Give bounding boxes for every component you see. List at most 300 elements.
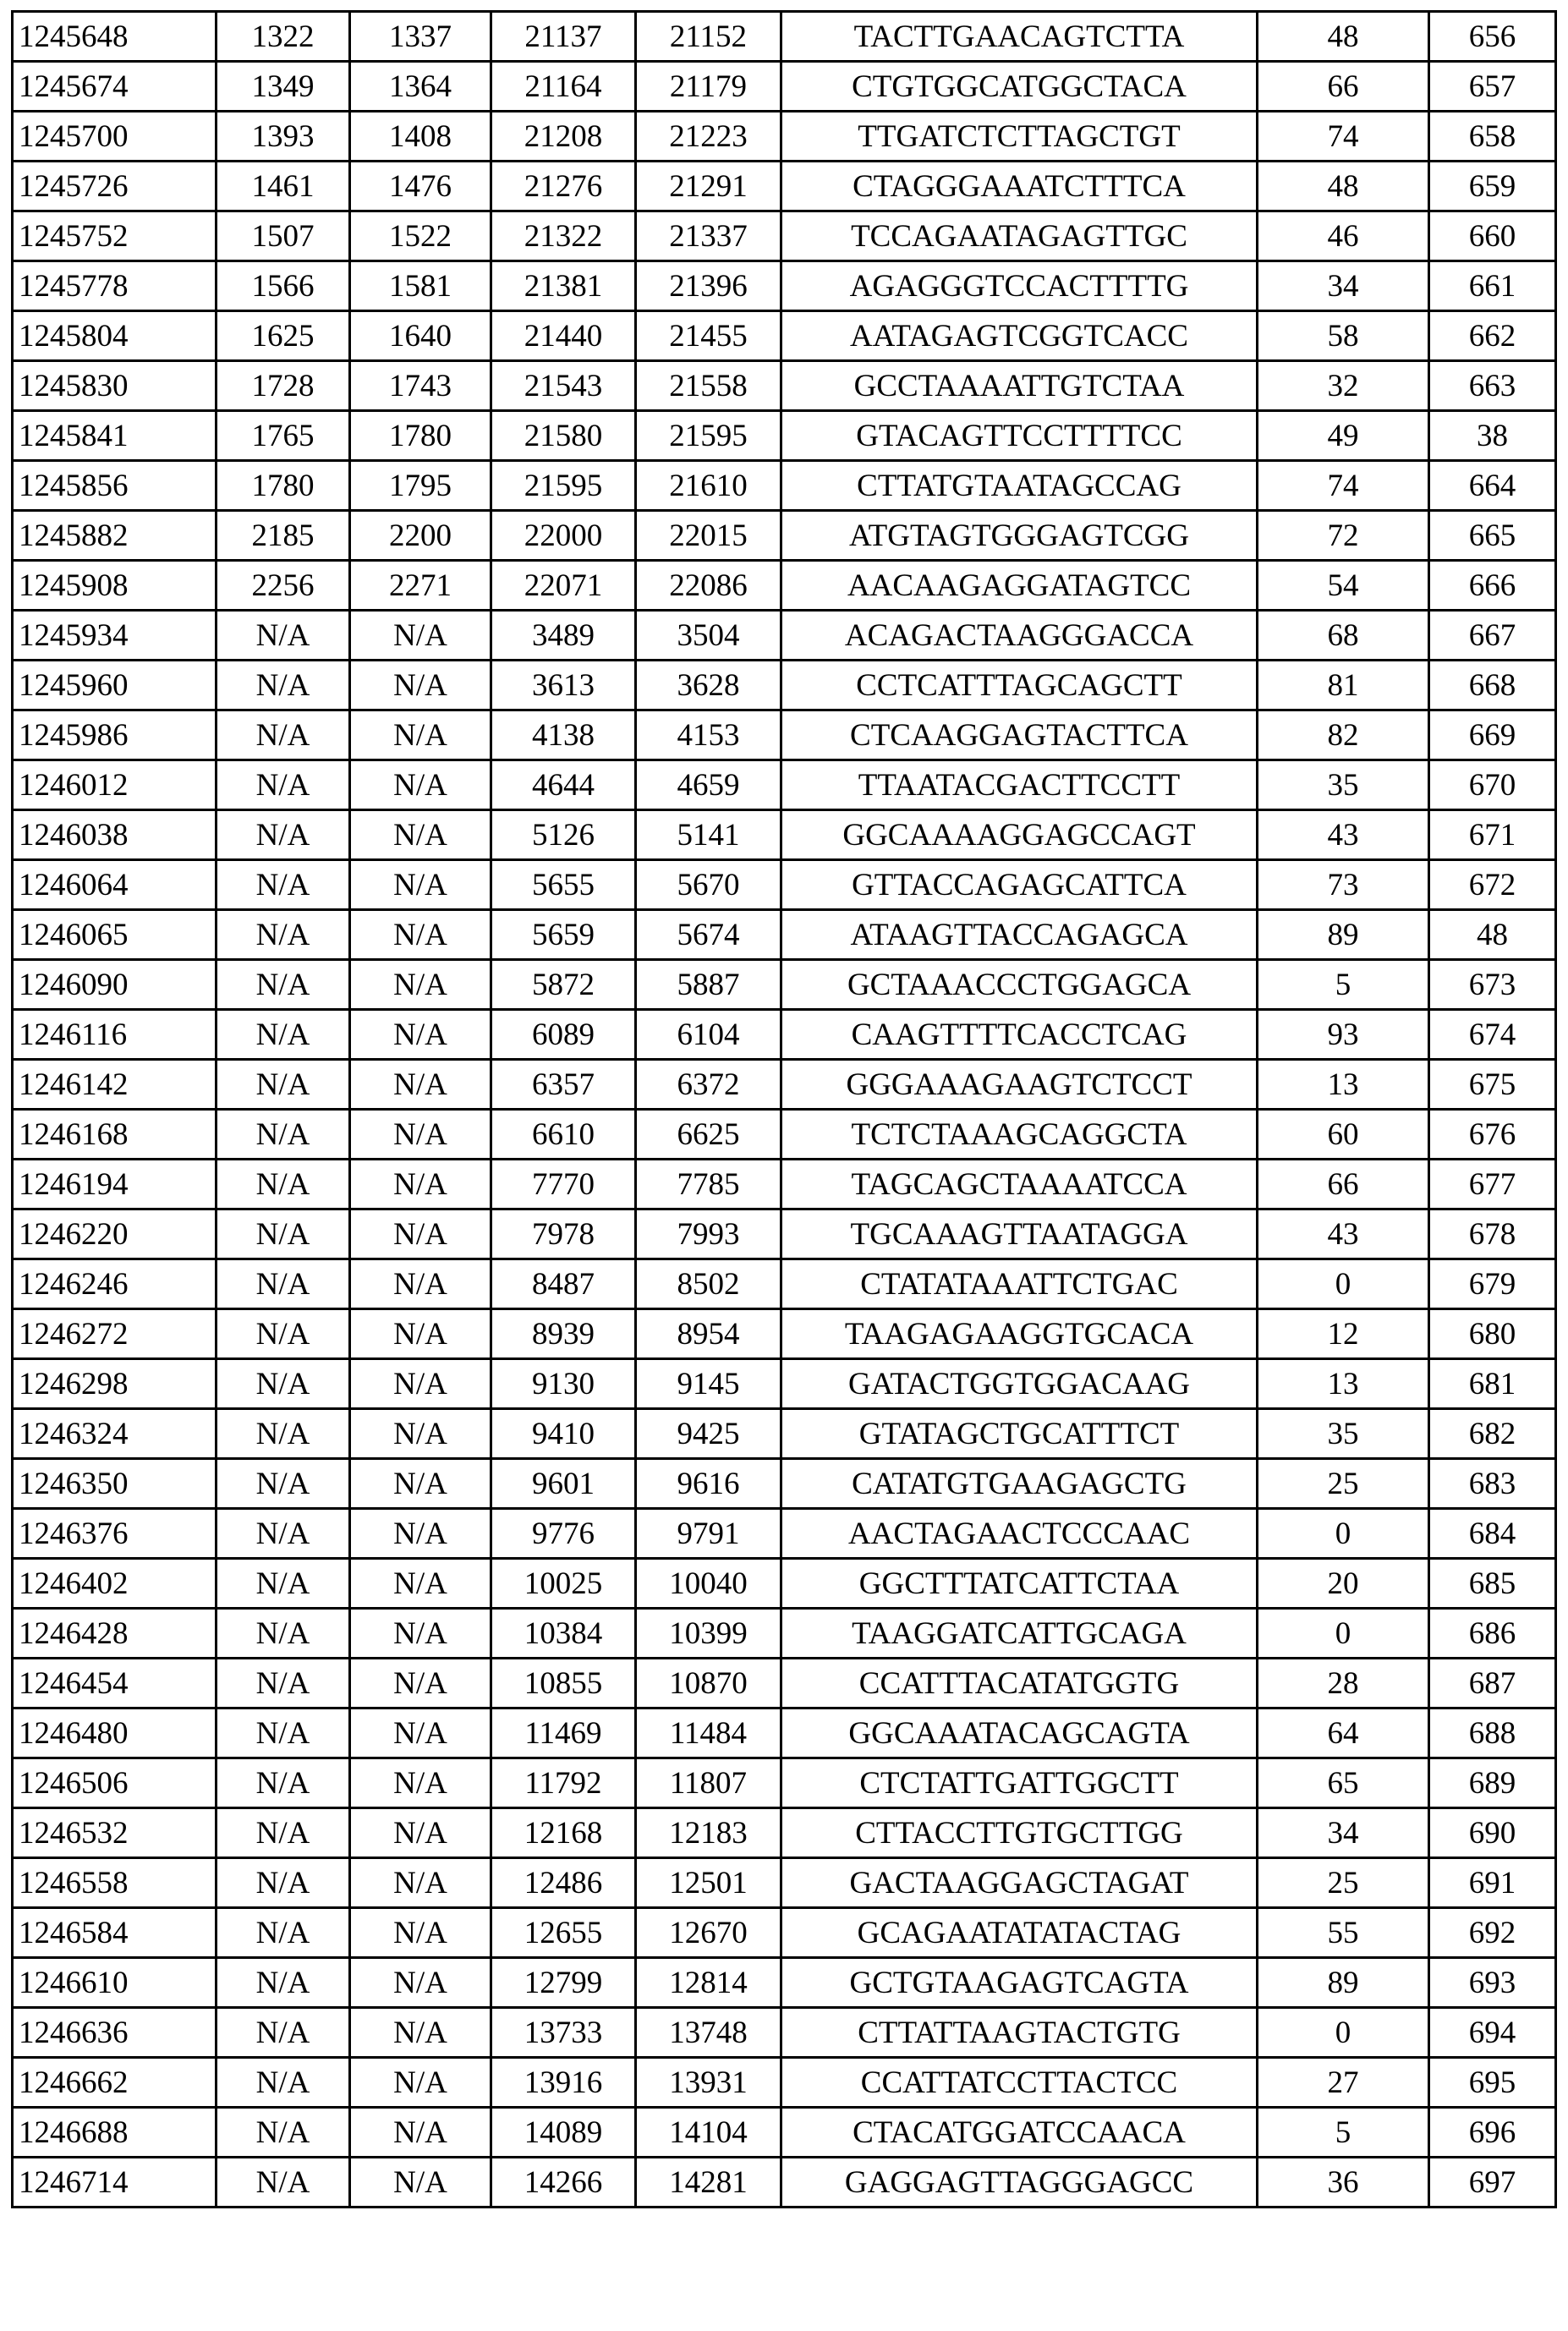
percent-value-cell: 32 <box>1258 361 1429 411</box>
table-row <box>13 1509 1556 1559</box>
sequence-cell: GCTAAACCCTGGAGCA <box>781 960 1258 1010</box>
stop-site-2-cell: 6372 <box>636 1060 781 1110</box>
percent-value-cell: 5 <box>1258 960 1429 1010</box>
seq-id-cell: 668 <box>1429 661 1556 710</box>
percent-value-cell: 46 <box>1258 211 1429 261</box>
start-site-1-cell: 1728 <box>217 361 350 411</box>
start-site-2-cell: 21322 <box>491 211 636 261</box>
start-site-2-cell: 21208 <box>491 112 636 162</box>
stop-site-1-cell: N/A <box>350 1160 491 1209</box>
sequence-cell: AACTAGAACTCCCAAC <box>781 1509 1258 1559</box>
seq-id-cell: 664 <box>1429 461 1556 511</box>
start-site-2-cell: 14089 <box>491 2108 636 2158</box>
start-site-1-cell: N/A <box>217 2008 350 2058</box>
sequence-cell: GCTGTAAGAGTCAGTA <box>781 1958 1258 2008</box>
percent-value-cell: 49 <box>1258 411 1429 461</box>
stop-site-2-cell: 6104 <box>636 1010 781 1060</box>
stop-site-2-cell: 9425 <box>636 1409 781 1459</box>
percent-value-cell: 13 <box>1258 1359 1429 1409</box>
table-row <box>13 1209 1556 1259</box>
stop-site-1-cell: N/A <box>350 1359 491 1409</box>
start-site-2-cell: 21164 <box>491 62 636 112</box>
sequence-cell: TAAGAGAAGGTGCACA <box>781 1309 1258 1359</box>
start-site-2-cell: 21440 <box>491 311 636 361</box>
seq-id-cell: 660 <box>1429 211 1556 261</box>
start-site-2-cell: 4138 <box>491 710 636 760</box>
stop-site-1-cell: 1743 <box>350 361 491 411</box>
table-row <box>13 12 1556 62</box>
seq-id-cell: 656 <box>1429 12 1556 62</box>
start-site-2-cell: 22000 <box>491 511 636 561</box>
start-site-2-cell: 6610 <box>491 1110 636 1160</box>
table-row <box>13 1459 1556 1509</box>
sequence-cell: TCCAGAATAGAGTTGC <box>781 211 1258 261</box>
compound-id-cell: 1245830 <box>13 361 217 411</box>
seq-id-cell: 694 <box>1429 2008 1556 2058</box>
table-row <box>13 1808 1556 1858</box>
stop-site-2-cell: 21558 <box>636 361 781 411</box>
table-row <box>13 1908 1556 1958</box>
sequence-cell: CTTATGTAATAGCCAG <box>781 461 1258 511</box>
stop-site-1-cell: N/A <box>350 1858 491 1908</box>
sequence-cell: CTTATTAAGTACTGTG <box>781 2008 1258 2058</box>
stop-site-2-cell: 11807 <box>636 1758 781 1808</box>
table-row <box>13 611 1556 661</box>
stop-site-1-cell: 1581 <box>350 261 491 311</box>
start-site-1-cell: N/A <box>217 2108 350 2158</box>
percent-value-cell: 66 <box>1258 1160 1429 1209</box>
stop-site-2-cell: 6625 <box>636 1110 781 1160</box>
start-site-1-cell: 1625 <box>217 311 350 361</box>
compound-id-cell: 1245841 <box>13 411 217 461</box>
table-row <box>13 112 1556 162</box>
compound-id-cell: 1246558 <box>13 1858 217 1908</box>
stop-site-2-cell: 21610 <box>636 461 781 511</box>
stop-site-1-cell: N/A <box>350 1958 491 2008</box>
start-site-2-cell: 5659 <box>491 910 636 960</box>
stop-site-2-cell: 21595 <box>636 411 781 461</box>
table-row <box>13 1110 1556 1160</box>
percent-value-cell: 27 <box>1258 2058 1429 2108</box>
compound-id-cell: 1245648 <box>13 12 217 62</box>
sequence-cell: GGCAAATACAGCAGTA <box>781 1708 1258 1758</box>
stop-site-1-cell: N/A <box>350 1209 491 1259</box>
percent-value-cell: 5 <box>1258 2108 1429 2158</box>
compound-id-cell: 1246272 <box>13 1309 217 1359</box>
stop-site-2-cell: 5670 <box>636 860 781 910</box>
compound-id-cell: 1246064 <box>13 860 217 910</box>
stop-site-1-cell: 1337 <box>350 12 491 62</box>
table-row <box>13 1958 1556 2008</box>
compound-id-cell: 1245752 <box>13 211 217 261</box>
table-row <box>13 910 1556 960</box>
compound-id-cell: 1246506 <box>13 1758 217 1808</box>
compound-id-cell: 1246376 <box>13 1509 217 1559</box>
sequence-cell: ATAAGTTACCAGAGCA <box>781 910 1258 960</box>
stop-site-2-cell: 14104 <box>636 2108 781 2158</box>
percent-value-cell: 74 <box>1258 461 1429 511</box>
start-site-2-cell: 7978 <box>491 1209 636 1259</box>
table-row <box>13 1309 1556 1359</box>
compound-id-cell: 1246402 <box>13 1559 217 1609</box>
table-row <box>13 1060 1556 1110</box>
sequence-cell: GAGGAGTTAGGGAGCC <box>781 2158 1258 2208</box>
percent-value-cell: 65 <box>1258 1758 1429 1808</box>
seq-id-cell: 672 <box>1429 860 1556 910</box>
start-site-2-cell: 6089 <box>491 1010 636 1060</box>
compound-id-cell: 1245986 <box>13 710 217 760</box>
percent-value-cell: 0 <box>1258 1509 1429 1559</box>
compound-id-cell: 1246090 <box>13 960 217 1010</box>
stop-site-1-cell: N/A <box>350 1060 491 1110</box>
start-site-2-cell: 9410 <box>491 1409 636 1459</box>
compound-id-cell: 1245856 <box>13 461 217 511</box>
seq-id-cell: 665 <box>1429 511 1556 561</box>
percent-value-cell: 64 <box>1258 1708 1429 1758</box>
seq-id-cell: 697 <box>1429 2158 1556 2208</box>
start-site-1-cell: N/A <box>217 1309 350 1359</box>
compound-id-cell: 1246194 <box>13 1160 217 1209</box>
percent-value-cell: 20 <box>1258 1559 1429 1609</box>
seq-id-cell: 659 <box>1429 162 1556 211</box>
sequence-cell: GGCAAAAGGAGCCAGT <box>781 810 1258 860</box>
stop-site-2-cell: 12814 <box>636 1958 781 2008</box>
seq-id-cell: 666 <box>1429 561 1556 611</box>
seq-id-cell: 662 <box>1429 311 1556 361</box>
start-site-1-cell: N/A <box>217 1409 350 1459</box>
stop-site-1-cell: 1780 <box>350 411 491 461</box>
sequence-cell: GATACTGGTGGACAAG <box>781 1359 1258 1409</box>
sequence-cell: CTCAAGGAGTACTTCA <box>781 710 1258 760</box>
start-site-2-cell: 12655 <box>491 1908 636 1958</box>
start-site-2-cell: 13916 <box>491 2058 636 2108</box>
percent-value-cell: 0 <box>1258 1259 1429 1309</box>
start-site-2-cell: 3489 <box>491 611 636 661</box>
sequence-cell: TTGATCTCTTAGCTGT <box>781 112 1258 162</box>
stop-site-2-cell: 21396 <box>636 261 781 311</box>
seq-id-cell: 670 <box>1429 760 1556 810</box>
percent-value-cell: 66 <box>1258 62 1429 112</box>
seq-id-cell: 673 <box>1429 960 1556 1010</box>
start-site-1-cell: N/A <box>217 1559 350 1609</box>
seq-id-cell: 669 <box>1429 710 1556 760</box>
sequence-cell: AACAAGAGGATAGTCC <box>781 561 1258 611</box>
seq-id-cell: 690 <box>1429 1808 1556 1858</box>
start-site-2-cell: 21137 <box>491 12 636 62</box>
stop-site-1-cell: N/A <box>350 611 491 661</box>
start-site-2-cell: 8487 <box>491 1259 636 1309</box>
start-site-1-cell: N/A <box>217 760 350 810</box>
stop-site-1-cell: N/A <box>350 661 491 710</box>
table-row <box>13 411 1556 461</box>
start-site-2-cell: 12168 <box>491 1808 636 1858</box>
stop-site-1-cell: N/A <box>350 1509 491 1559</box>
compound-id-cell: 1246065 <box>13 910 217 960</box>
seq-id-cell: 679 <box>1429 1259 1556 1309</box>
stop-site-2-cell: 3628 <box>636 661 781 710</box>
stop-site-2-cell: 22086 <box>636 561 781 611</box>
stop-site-1-cell: N/A <box>350 710 491 760</box>
seq-id-cell: 683 <box>1429 1459 1556 1509</box>
seq-id-cell: 681 <box>1429 1359 1556 1409</box>
seq-id-cell: 661 <box>1429 261 1556 311</box>
oligo-data-table <box>11 10 1557 2208</box>
stop-site-2-cell: 21152 <box>636 12 781 62</box>
percent-value-cell: 74 <box>1258 112 1429 162</box>
start-site-2-cell: 4644 <box>491 760 636 810</box>
stop-site-1-cell: N/A <box>350 2108 491 2158</box>
sequence-cell: GTATAGCTGCATTTCT <box>781 1409 1258 1459</box>
start-site-2-cell: 7770 <box>491 1160 636 1209</box>
compound-id-cell: 1246584 <box>13 1908 217 1958</box>
compound-id-cell: 1245804 <box>13 311 217 361</box>
percent-value-cell: 43 <box>1258 810 1429 860</box>
percent-value-cell: 43 <box>1258 1209 1429 1259</box>
seq-id-cell: 677 <box>1429 1160 1556 1209</box>
seq-id-cell: 38 <box>1429 411 1556 461</box>
start-site-1-cell: N/A <box>217 1858 350 1908</box>
sequence-cell: GCAGAATATATACTAG <box>781 1908 1258 1958</box>
seq-id-cell: 692 <box>1429 1908 1556 1958</box>
sequence-cell: CAAGTTTTCACCTCAG <box>781 1010 1258 1060</box>
compound-id-cell: 1246688 <box>13 2108 217 2158</box>
stop-site-1-cell: 1476 <box>350 162 491 211</box>
sequence-cell: CTGTGGCATGGCTACA <box>781 62 1258 112</box>
table-row <box>13 960 1556 1010</box>
compound-id-cell: 1246324 <box>13 1409 217 1459</box>
stop-site-2-cell: 13748 <box>636 2008 781 2058</box>
start-site-1-cell: N/A <box>217 1609 350 1659</box>
stop-site-1-cell: 1364 <box>350 62 491 112</box>
table-row <box>13 361 1556 411</box>
compound-id-cell: 1245778 <box>13 261 217 311</box>
stop-site-2-cell: 7785 <box>636 1160 781 1209</box>
start-site-2-cell: 21580 <box>491 411 636 461</box>
percent-value-cell: 60 <box>1258 1110 1429 1160</box>
compound-id-cell: 1246012 <box>13 760 217 810</box>
start-site-2-cell: 6357 <box>491 1060 636 1110</box>
compound-id-cell: 1246714 <box>13 2158 217 2208</box>
start-site-2-cell: 5126 <box>491 810 636 860</box>
table-row <box>13 211 1556 261</box>
start-site-1-cell: 1765 <box>217 411 350 461</box>
stop-site-1-cell: 2200 <box>350 511 491 561</box>
seq-id-cell: 695 <box>1429 2058 1556 2108</box>
percent-value-cell: 72 <box>1258 511 1429 561</box>
sequence-cell: CCTCATTTAGCAGCTT <box>781 661 1258 710</box>
stop-site-1-cell: N/A <box>350 1708 491 1758</box>
seq-id-cell: 689 <box>1429 1758 1556 1808</box>
seq-id-cell: 696 <box>1429 2108 1556 2158</box>
start-site-1-cell: N/A <box>217 2158 350 2208</box>
percent-value-cell: 34 <box>1258 261 1429 311</box>
percent-value-cell: 36 <box>1258 2158 1429 2208</box>
compound-id-cell: 1246532 <box>13 1808 217 1858</box>
table-row <box>13 1609 1556 1659</box>
stop-site-1-cell: N/A <box>350 1459 491 1509</box>
start-site-2-cell: 10855 <box>491 1659 636 1708</box>
sequence-cell: CATATGTGAAGAGCTG <box>781 1459 1258 1509</box>
start-site-2-cell: 5872 <box>491 960 636 1010</box>
start-site-1-cell: N/A <box>217 1459 350 1509</box>
start-site-2-cell: 9776 <box>491 1509 636 1559</box>
stop-site-1-cell: 1640 <box>350 311 491 361</box>
percent-value-cell: 58 <box>1258 311 1429 361</box>
table-row <box>13 760 1556 810</box>
sequence-cell: CCATTTACATATGGTG <box>781 1659 1258 1708</box>
table-row <box>13 1010 1556 1060</box>
table-row <box>13 810 1556 860</box>
stop-site-1-cell: 1522 <box>350 211 491 261</box>
start-site-1-cell: N/A <box>217 1110 350 1160</box>
stop-site-2-cell: 14281 <box>636 2158 781 2208</box>
stop-site-2-cell: 9616 <box>636 1459 781 1509</box>
stop-site-1-cell: N/A <box>350 1559 491 1609</box>
start-site-1-cell: 1349 <box>217 62 350 112</box>
percent-value-cell: 55 <box>1258 1908 1429 1958</box>
start-site-2-cell: 21381 <box>491 261 636 311</box>
stop-site-1-cell: N/A <box>350 760 491 810</box>
start-site-2-cell: 14266 <box>491 2158 636 2208</box>
seq-id-cell: 687 <box>1429 1659 1556 1708</box>
start-site-1-cell: N/A <box>217 1259 350 1309</box>
stop-site-1-cell: N/A <box>350 1659 491 1708</box>
start-site-1-cell: 1507 <box>217 211 350 261</box>
percent-value-cell: 93 <box>1258 1010 1429 1060</box>
start-site-1-cell: 1461 <box>217 162 350 211</box>
sequence-cell: GTACAGTTCCTTTTCC <box>781 411 1258 461</box>
sequence-cell: GGCTTTATCATTCTAA <box>781 1559 1258 1609</box>
compound-id-cell: 1246116 <box>13 1010 217 1060</box>
table-row <box>13 1359 1556 1409</box>
table-body <box>13 12 1556 2208</box>
percent-value-cell: 25 <box>1258 1858 1429 1908</box>
start-site-2-cell: 13733 <box>491 2008 636 2058</box>
start-site-1-cell: N/A <box>217 661 350 710</box>
seq-id-cell: 48 <box>1429 910 1556 960</box>
start-site-1-cell: N/A <box>217 910 350 960</box>
percent-value-cell: 48 <box>1258 12 1429 62</box>
percent-value-cell: 89 <box>1258 1958 1429 2008</box>
stop-site-2-cell: 4659 <box>636 760 781 810</box>
seq-id-cell: 693 <box>1429 1958 1556 2008</box>
seq-id-cell: 686 <box>1429 1609 1556 1659</box>
sequence-cell: CCATTATCCTTACTCC <box>781 2058 1258 2108</box>
sequence-cell: TTAATACGACTTCCTT <box>781 760 1258 810</box>
stop-site-2-cell: 9145 <box>636 1359 781 1409</box>
stop-site-2-cell: 8502 <box>636 1259 781 1309</box>
percent-value-cell: 35 <box>1258 760 1429 810</box>
seq-id-cell: 688 <box>1429 1708 1556 1758</box>
start-site-1-cell: N/A <box>217 1509 350 1559</box>
compound-id-cell: 1245908 <box>13 561 217 611</box>
table-row <box>13 2008 1556 2058</box>
start-site-2-cell: 12486 <box>491 1858 636 1908</box>
stop-site-1-cell: N/A <box>350 2058 491 2108</box>
table-row <box>13 2158 1556 2208</box>
seq-id-cell: 667 <box>1429 611 1556 661</box>
compound-id-cell: 1246168 <box>13 1110 217 1160</box>
stop-site-1-cell: N/A <box>350 2158 491 2208</box>
start-site-1-cell: 1393 <box>217 112 350 162</box>
start-site-1-cell: N/A <box>217 1908 350 1958</box>
table-row <box>13 710 1556 760</box>
table-row <box>13 860 1556 910</box>
stop-site-2-cell: 21291 <box>636 162 781 211</box>
start-site-1-cell: N/A <box>217 810 350 860</box>
stop-site-2-cell: 5141 <box>636 810 781 860</box>
seq-id-cell: 658 <box>1429 112 1556 162</box>
start-site-1-cell: N/A <box>217 2058 350 2108</box>
stop-site-2-cell: 10399 <box>636 1609 781 1659</box>
start-site-1-cell: 2185 <box>217 511 350 561</box>
compound-id-cell: 1246428 <box>13 1609 217 1659</box>
seq-id-cell: 663 <box>1429 361 1556 411</box>
start-site-1-cell: N/A <box>217 860 350 910</box>
sequence-cell: TGCAAAGTTAATAGGA <box>781 1209 1258 1259</box>
start-site-2-cell: 5655 <box>491 860 636 910</box>
table-row <box>13 1758 1556 1808</box>
start-site-1-cell: N/A <box>217 1209 350 1259</box>
compound-id-cell: 1246142 <box>13 1060 217 1110</box>
stop-site-2-cell: 10870 <box>636 1659 781 1708</box>
sequence-cell: AATAGAGTCGGTCACC <box>781 311 1258 361</box>
table-row <box>13 62 1556 112</box>
table-row <box>13 561 1556 611</box>
percent-value-cell: 68 <box>1258 611 1429 661</box>
stop-site-1-cell: N/A <box>350 1010 491 1060</box>
start-site-2-cell: 9601 <box>491 1459 636 1509</box>
sequence-cell: TACTTGAACAGTCTTA <box>781 12 1258 62</box>
sequence-cell: CTATATAAATTCTGAC <box>781 1259 1258 1309</box>
start-site-2-cell: 21595 <box>491 461 636 511</box>
seq-id-cell: 675 <box>1429 1060 1556 1110</box>
stop-site-2-cell: 4153 <box>636 710 781 760</box>
percent-value-cell: 82 <box>1258 710 1429 760</box>
percent-value-cell: 73 <box>1258 860 1429 910</box>
percent-value-cell: 34 <box>1258 1808 1429 1858</box>
compound-id-cell: 1246610 <box>13 1958 217 2008</box>
start-site-1-cell: N/A <box>217 1708 350 1758</box>
start-site-1-cell: N/A <box>217 1758 350 1808</box>
percent-value-cell: 54 <box>1258 561 1429 611</box>
table-row <box>13 162 1556 211</box>
stop-site-1-cell: N/A <box>350 1259 491 1309</box>
compound-id-cell: 1246298 <box>13 1359 217 1409</box>
stop-site-1-cell: N/A <box>350 860 491 910</box>
sequence-cell: TAGCAGCTAAAATCCA <box>781 1160 1258 1209</box>
start-site-1-cell: N/A <box>217 710 350 760</box>
sequence-cell: GTTACCAGAGCATTCA <box>781 860 1258 910</box>
table-row <box>13 1659 1556 1708</box>
stop-site-1-cell: N/A <box>350 1110 491 1160</box>
percent-value-cell: 0 <box>1258 1609 1429 1659</box>
table-row <box>13 2058 1556 2108</box>
table-row <box>13 311 1556 361</box>
stop-site-2-cell: 12670 <box>636 1908 781 1958</box>
compound-id-cell: 1246246 <box>13 1259 217 1309</box>
sequence-cell: GACTAAGGAGCTAGAT <box>781 1858 1258 1908</box>
start-site-1-cell: N/A <box>217 1060 350 1110</box>
seq-id-cell: 684 <box>1429 1509 1556 1559</box>
start-site-2-cell: 11792 <box>491 1758 636 1808</box>
table-row <box>13 461 1556 511</box>
start-site-1-cell: N/A <box>217 1659 350 1708</box>
table-row <box>13 1409 1556 1459</box>
stop-site-1-cell: N/A <box>350 1758 491 1808</box>
start-site-1-cell: 1322 <box>217 12 350 62</box>
stop-site-2-cell: 11484 <box>636 1708 781 1758</box>
